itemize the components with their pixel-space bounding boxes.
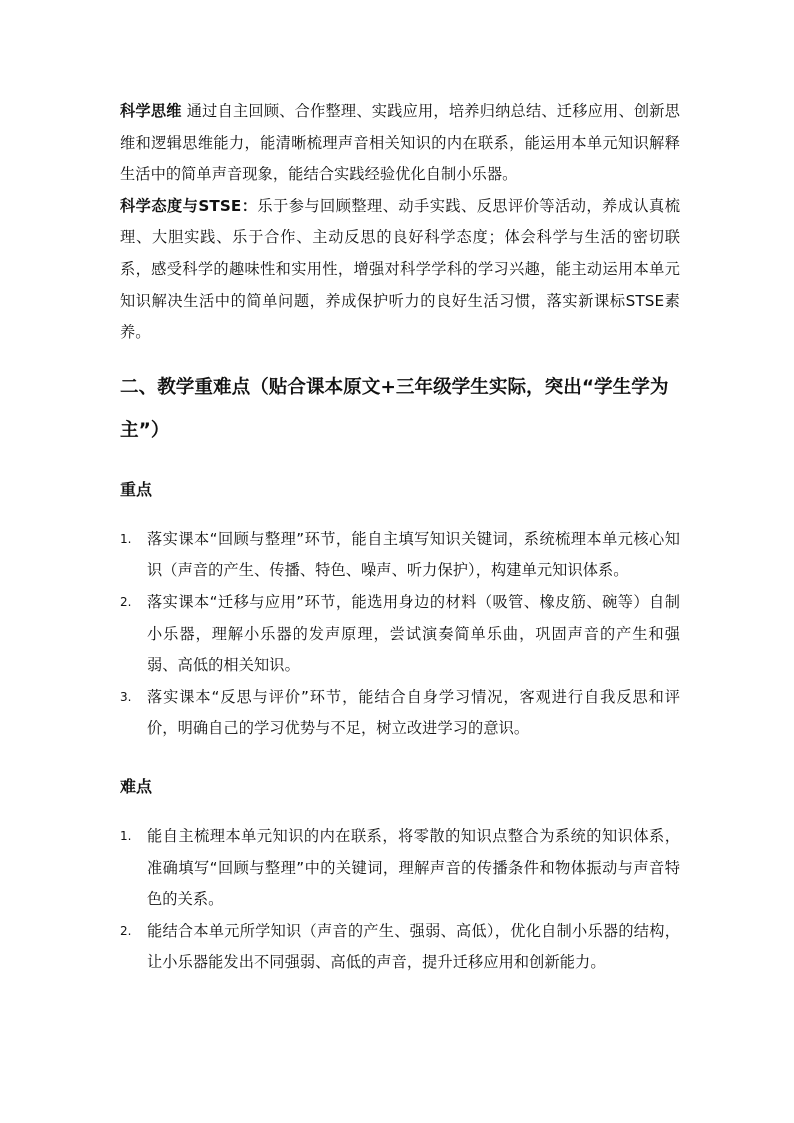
text-scientific-thinking: 通过自主回顾、合作整理、实践应用，培养归纳总结、迁移应用、创新思维和逻辑思维能力，能清晰梳理声音相关知识的内在联系，能运用本单元知识解释生活中的简单声音现象，能结合实践经验优化自制小乐器。 [120, 102, 680, 184]
list-item [120, 524, 680, 587]
list-item-text: 落实课本“迁移与应用”环节，能选用身边的材料（吸管、橡皮筋、碗等）自制小乐器，理解小乐器的发声原理，尝试演奏简单乐曲，巩固声音的产生和强弱、高低的相关知识。 [147, 592, 680, 675]
list-item-text: 能结合本单元所学知识（声音的产生、强弱、高低），优化自制小乐器的结构，让小乐器能发出不同强弱、高低的声音，提升迁移应用和创新能力。 [147, 921, 680, 972]
list-number: 1. [120, 828, 132, 843]
list-item [120, 587, 680, 682]
paragraph-scientific-thinking [120, 96, 680, 191]
subheading-key-points: 重点 [120, 479, 153, 499]
list-item [120, 821, 680, 916]
difficulties-list [120, 821, 680, 979]
list-number: 1. [120, 531, 132, 546]
document-body [120, 96, 680, 979]
subheading-difficulties: 难点 [120, 776, 153, 796]
key-points-list [120, 524, 680, 745]
paragraph-scientific-attitude [120, 191, 680, 349]
list-item-text: 能自主梳理本单元知识的内在联系，将零散的知识点整合为系统的知识体系，准确填写“回顾与整理”中的关键词，理解声音的传播条件和物体振动与声音特色的关系。 [147, 826, 680, 909]
list-item-text: 落实课本“回顾与整理”环节，能自主填写知识关键词，系统梳理本单元核心知识（声音的产生、传播、特色、噪声、听力保护），构建单元知识体系。 [147, 529, 680, 580]
list-item [120, 682, 680, 745]
list-number: 2. [120, 594, 132, 609]
label-scientific-attitude: 科学态度与STSE： [120, 196, 258, 215]
text-scientific-attitude: 乐于参与回顾整理、动手实践、反思评价等活动，养成认真梳理、大胆实践、乐于合作、主动反思的良好科学态度；体会科学与生活的密切联系，感受科学的趣味性和实用性，增强对科学学科的学习兴趣，能主动运用本单元知识解决生活中的简单问题，养成保护听力的良好生活习惯，落实新课标STSE素养。 [120, 196, 680, 342]
list-item [120, 916, 680, 979]
list-number: 2. [120, 923, 132, 938]
section-heading-difficulties: 二、教学重难点（贴合课本原文+三年级学生实际，突出“学生学为主”） [120, 376, 669, 441]
label-scientific-thinking: 科学思维 [120, 102, 182, 120]
list-number: 3. [120, 689, 132, 704]
list-item-text: 落实课本“反思与评价”环节，能结合自身学习情况，客观进行自我反思和评价，明确自己的学习优势与不足，树立改进学习的意识。 [147, 687, 680, 738]
